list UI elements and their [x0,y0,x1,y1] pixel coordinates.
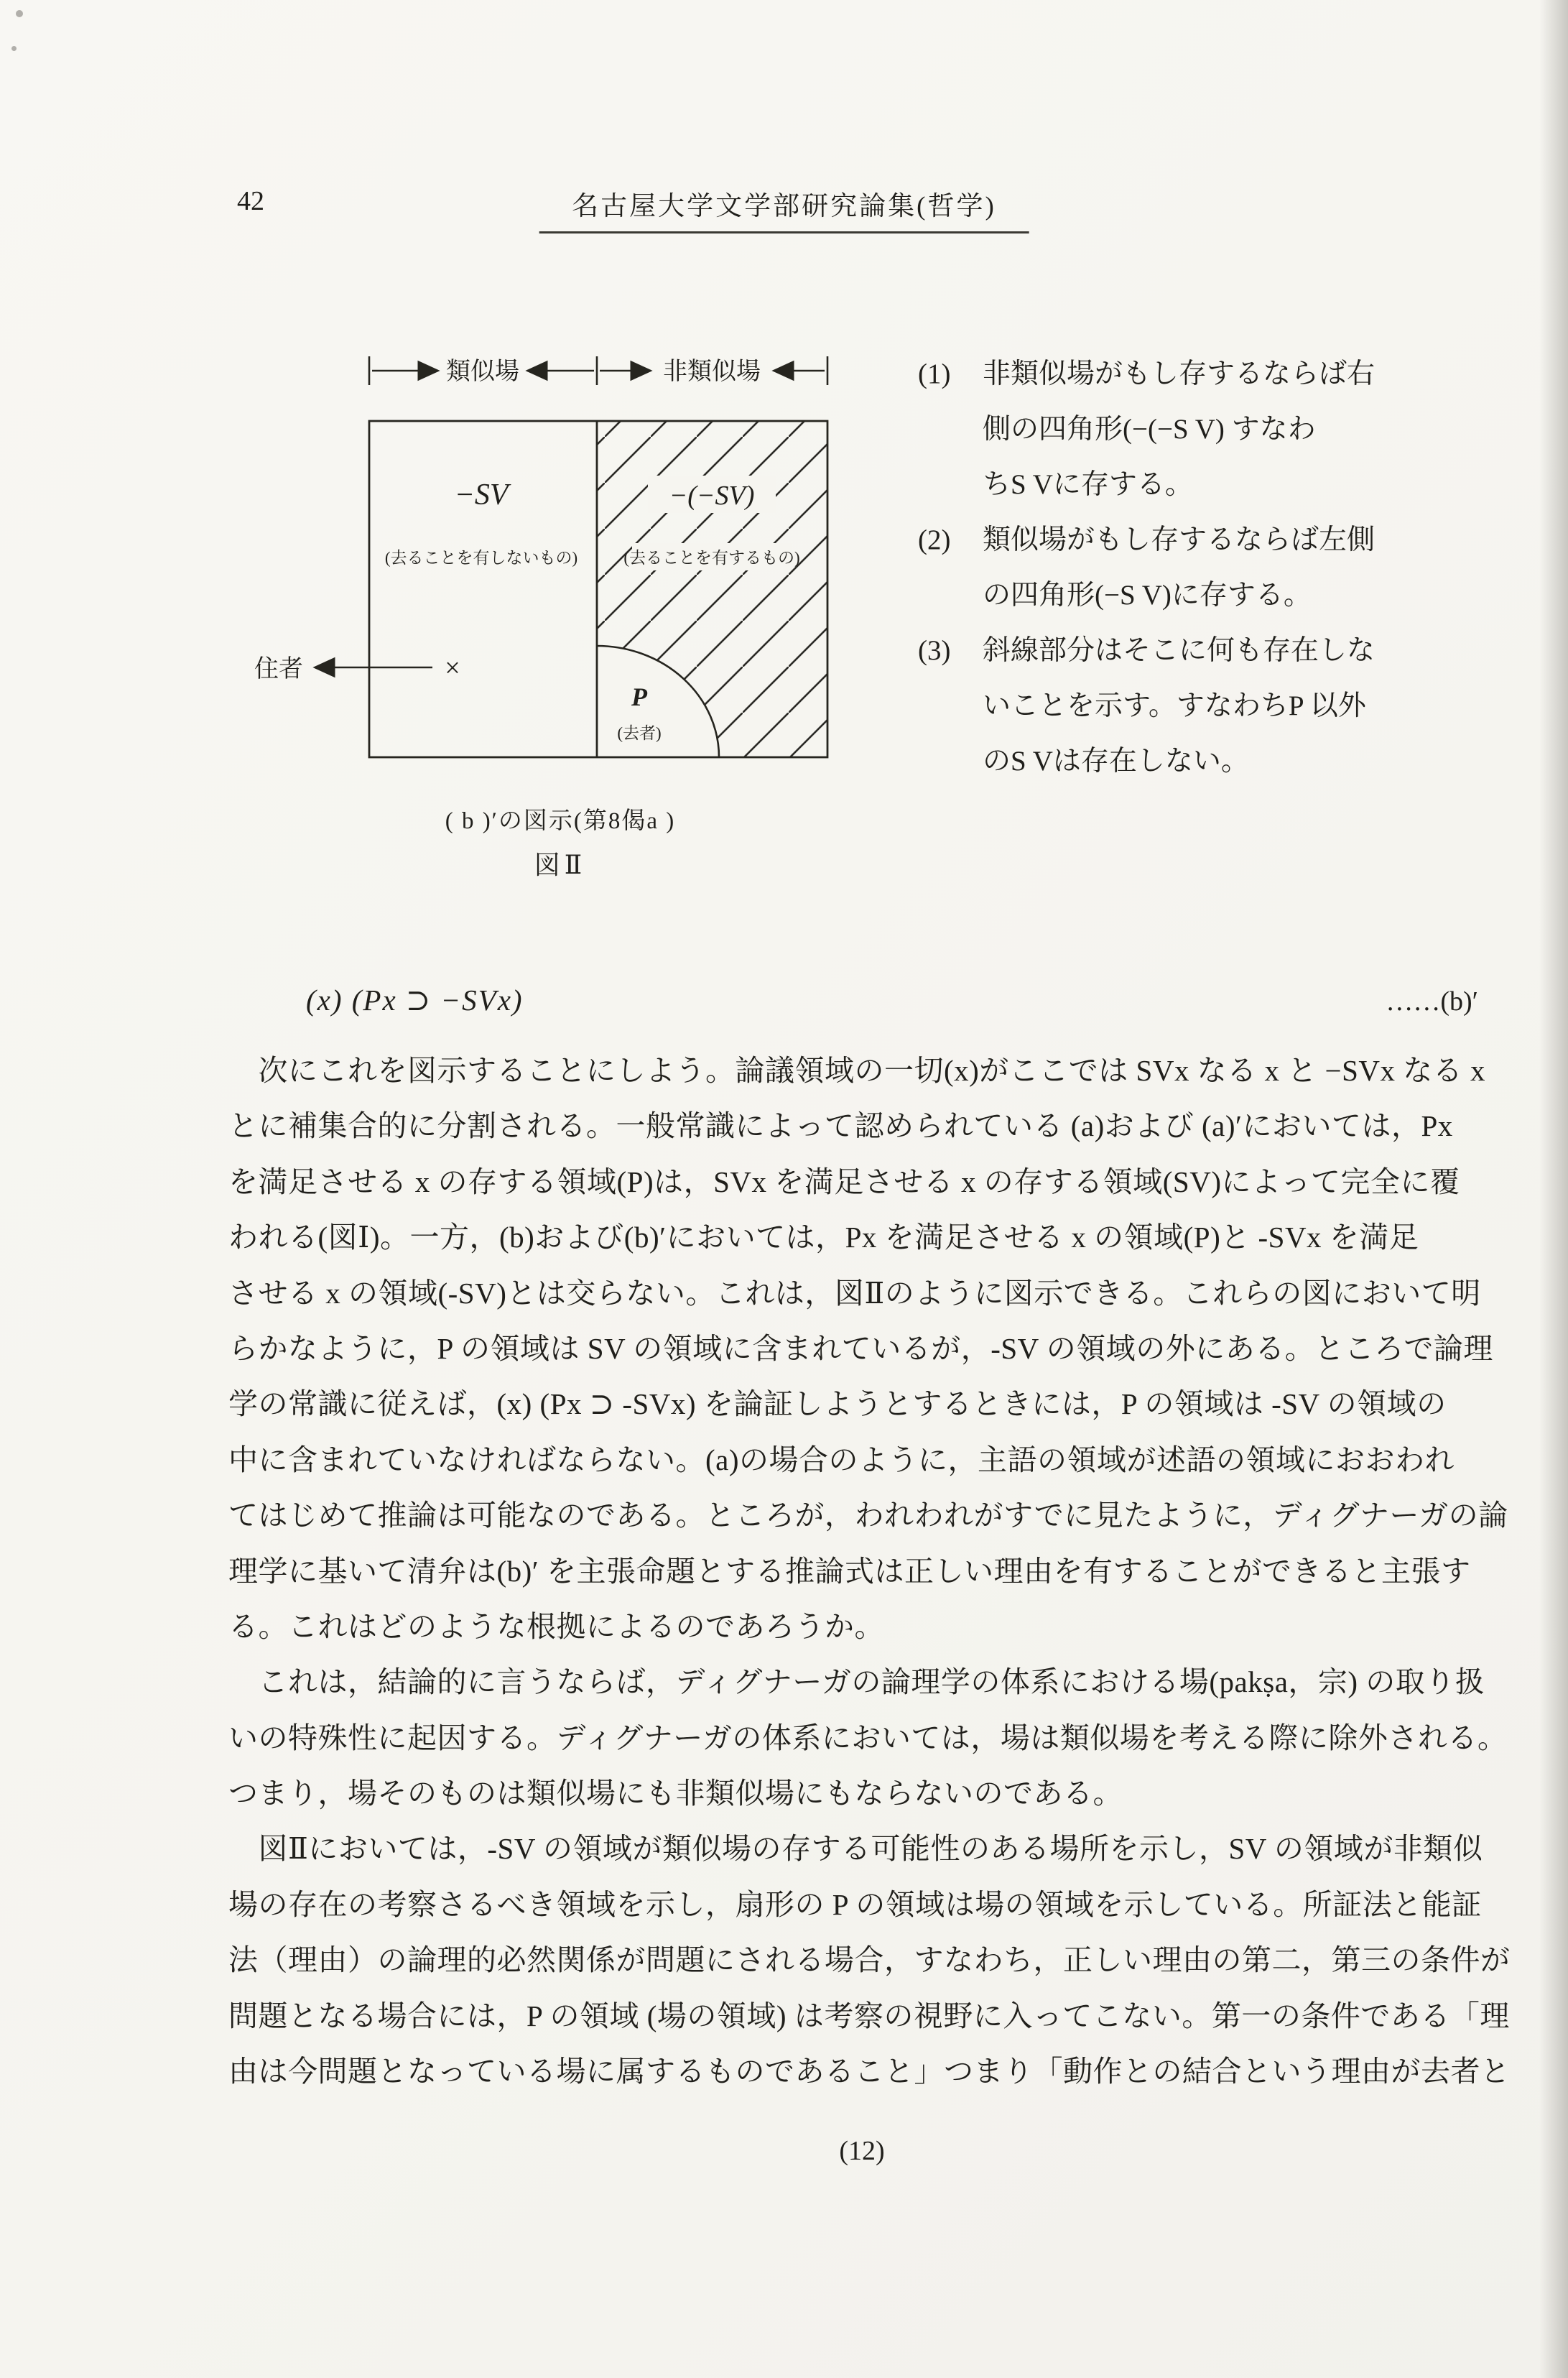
body-line: いの特殊性に起因する。ディグナーガの体系においては，場は類似場を考える際に除外される。 [228,1721,1508,1754]
right-region-gloss: (去ることを有するもの) [623,549,800,567]
formula-expression: (x) (Px ⊃ −SVx) [306,984,524,1017]
body-line: 場の存在の考察さるべき領域を示し，扇形の P の領域は場の領域を示している。所証法と能証 [228,1887,1482,1921]
note-item [918,623,1493,789]
note-line: 非類似場がもし存するならば右 [983,358,1376,389]
body-line: らかなように，P の領域は SV の領域に含まれているが，-SV の領域の外にある。ところで論理 [228,1331,1493,1365]
note-line: ちS Vに存する。 [983,469,1193,500]
left-region-gloss: (去ることを有しないもの) [384,549,578,567]
note-line: 側の四角形(−(−S V) すなわ [983,414,1316,445]
scan-speck [16,10,23,17]
left-region-symbol: −SV [454,478,509,512]
body-line: とに補集合的に分割される。一般常識によって認められている (a)および (a)′においては，Px [228,1109,1453,1143]
p-sector-symbol: P [631,683,647,711]
dissimilar-locus-label: 非類似場 [663,358,761,385]
note-line: 類似場がもし存するならば左側 [983,524,1376,555]
body-line: つまり，場そのものは類似場にも非類似場にもならないのである。 [228,1777,1123,1810]
note-number: (1) [918,358,951,389]
note-item [918,346,1493,512]
note-text [983,623,1493,789]
formula-tag: ……(b)′ [1386,986,1478,1017]
note-text [983,346,1493,512]
body-line: させる x の領域(-SV)とは交らない。これは，図Ⅱのように図示できる。これらの図において明 [228,1276,1481,1310]
body-line: 次にこれを図示することにしよう。論議領域の一切(x)がここでは SVx なる x と −SVx なる x [228,1054,1485,1087]
body-line: を満足させる x の存する領域(P)は，SVx を満足させる x の存する領域(SV)によって完全に覆 [228,1165,1460,1198]
page-number: 42 [237,186,264,216]
p-sector-gloss: (去者) [617,724,662,742]
figure-notes [918,346,1493,789]
note-line: の四角形(−S V)に存する。 [983,580,1312,611]
body-line: てはじめて推論は可能なのである。ところが，われわれがすでに見たように，ディグナーガの論 [228,1499,1508,1532]
note-text [983,512,1493,623]
body-line: われる(図Ⅰ)。一方，(b)および(b)′においては，Px を満足させる x の領域(P)と -SVx を満足 [228,1221,1419,1254]
right-region-symbol: −(−SV) [669,481,755,511]
body-line: 中に含まれていなければならない。(a)の場合のように，主語の領域が述語の領域におおわれ [228,1443,1455,1476]
note-item [918,512,1493,623]
body-line: 問題となる場合には，P の領域 (場の領域) は考察の視野に入ってこない。第一の条件である「理 [228,1999,1510,2032]
body-line: これは，結論的に言うならば，ディグナーガの論理学の体系における場(pakṣa，宗) の取り扱 [228,1665,1485,1699]
formula-row [306,983,1478,1017]
body-line: る。これはどのような根拠によるのであろうか。 [228,1609,884,1643]
page-footer: (12) [839,2136,885,2166]
note-number: (3) [918,635,951,666]
body-line: 学の常識に従えば，(x) (Px ⊃ -SVx) を論証しようとするときには，P の領域は -SV の領域の [228,1387,1447,1421]
resident-label: 住者 [254,656,303,683]
figure-caption: ( b )′の図示(第8偈a ) [445,808,676,834]
scan-right-shadow [1539,0,1568,2378]
similar-locus-label: 類似場 [446,358,519,385]
body-line: 由は今問題となっている場に属するものであること」つまり「動作との結合という理由が去者と [228,2055,1511,2088]
figure-number: 図Ⅱ [534,851,587,879]
body-line: 図Ⅱにおいては，-SV の領域が類似場の存する可能性のある場所を示し，SV の領域が非類似 [228,1832,1483,1866]
note-line: いことを示す。すなわちP 以外 [983,690,1366,721]
note-line: のS Vは存在しない。 [983,746,1249,777]
figure-diagram [237,345,848,776]
journal-header: 名古屋大学文学部研究論集(哲学) [539,184,1029,233]
body-line: 理学に基いて清弁は(b)′ を主張命題とする推論式は正しい理由を有することができると主張す [228,1554,1471,1588]
x-mark: × [445,653,460,683]
body-text [228,1043,1511,2099]
body-line: 法（理由）の論理的必然関係が問題にされる場合，すなわち，正しい理由の第二，第三の条件が [228,1943,1511,1977]
scan-speck [11,46,17,51]
note-line: 斜線部分はそこに何も存在しな [983,635,1376,666]
note-number: (2) [918,524,951,555]
